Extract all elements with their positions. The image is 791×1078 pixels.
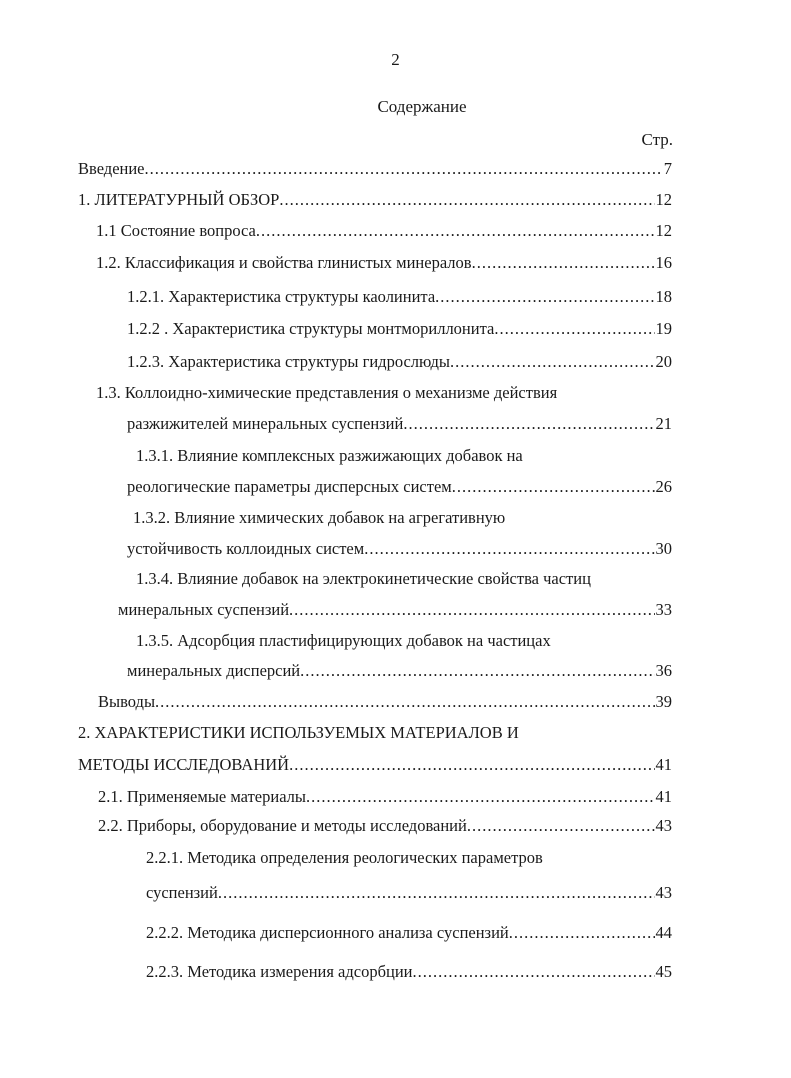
toc-entry-2-2-2[interactable] — [146, 920, 672, 946]
toc-entry-text: МЕТОДЫ ИССЛЕДОВАНИЙ — [78, 755, 290, 774]
toc-entry-2-line1[interactable] — [78, 720, 672, 746]
toc-entry-text: суспензий — [146, 883, 218, 902]
toc-entry-text: 2. ХАРАКТЕРИСТИКИ ИСПОЛЬЗУЕМЫХ МАТЕРИАЛОВ И — [78, 723, 519, 742]
toc-entry-text: 2.2.2. Методика дисперсионного анализа суспензий — [146, 923, 509, 942]
leader-dots — [145, 156, 663, 182]
toc-entry-text: устойчивость коллоидных систем — [127, 539, 365, 558]
toc-entry-page: 45 — [655, 962, 672, 981]
page-column-label: Стр. — [641, 130, 673, 149]
toc-entry-text: 2.1. Применяемые материалы — [98, 787, 306, 806]
toc-entry-text: 2.2.1. Методика определения реологических параметров — [146, 848, 543, 867]
toc-entry-text: 1.3.2. Влияние химических добавок на агрегативную — [133, 508, 506, 527]
leader-dots — [289, 752, 654, 778]
toc-entry-2-1[interactable] — [98, 784, 672, 810]
toc-entry-1-3-2-line1[interactable] — [133, 505, 672, 531]
leader-dots — [509, 920, 655, 946]
leader-dots — [494, 316, 654, 342]
toc-entry-page: 43 — [655, 816, 672, 835]
toc-entry-page: 39 — [655, 692, 672, 711]
toc-entry-1-3-5-line1[interactable] — [136, 628, 672, 654]
leader-dots — [306, 784, 655, 810]
toc-entry-1-2[interactable] — [96, 250, 672, 276]
leader-dots — [218, 880, 655, 906]
leader-dots — [435, 284, 654, 310]
toc-entry-page: 41 — [655, 787, 672, 806]
toc-entry-text: 2.2. Приборы, оборудование и методы исследований — [98, 816, 467, 835]
toc-entry-text: 1.3.5. Адсорбция пластифицирующих добавок на частицах — [136, 631, 551, 650]
toc-entry-1-3-4-line2[interactable] — [118, 597, 672, 623]
toc-entry-page: 19 — [655, 319, 672, 338]
toc-entry-2-line2[interactable] — [78, 752, 672, 778]
page-number: 2 — [391, 50, 400, 69]
leader-dots — [452, 474, 655, 500]
toc-entry-1-2-3[interactable] — [127, 349, 672, 375]
toc-entry-page: 44 — [655, 923, 672, 942]
toc-entry-text: 1.1 Состояние вопроса — [96, 221, 256, 240]
toc-entry-1-2-2[interactable] — [127, 316, 672, 342]
toc-entry-page: 30 — [655, 539, 672, 558]
toc-entry-introduction[interactable] — [78, 156, 672, 182]
leader-dots — [279, 187, 654, 213]
leader-dots — [364, 536, 654, 562]
toc-entry-1-1[interactable] — [96, 218, 672, 244]
toc-entry-page: 26 — [655, 477, 672, 496]
leader-dots — [300, 658, 654, 684]
toc-entry-page: 18 — [655, 287, 672, 306]
toc-entry-text: Введение — [78, 159, 145, 178]
leader-dots — [450, 349, 654, 375]
leader-dots — [155, 689, 654, 715]
toc-entry-page: 41 — [655, 755, 672, 774]
toc-entry-page: 20 — [655, 352, 672, 371]
toc-entry-2-2-1-line1[interactable] — [146, 845, 672, 871]
leader-dots — [289, 597, 654, 623]
toc-entry-text: минеральных суспензий — [118, 600, 290, 619]
toc-entry-1-3-1-line1[interactable] — [136, 443, 672, 469]
toc-entry-text: 1.2.2 . Характеристика структуры монтмориллонита — [127, 319, 495, 338]
toc-entry-1-2-1[interactable] — [127, 284, 672, 310]
toc-entry-page: 43 — [655, 883, 672, 902]
leader-dots — [472, 250, 655, 276]
toc-entry-text: 1.3.4. Влияние добавок на электрокинетические свойства частиц — [136, 569, 591, 588]
toc-entry-text: 1.2. Классификация и свойства глинистых минералов — [96, 253, 472, 272]
toc-entry-page: 7 — [663, 159, 672, 178]
toc-entry-text: реологические параметры дисперсных систем — [127, 477, 452, 496]
toc-entry-text: Выводы — [98, 692, 156, 711]
toc-entry-1-3-line1[interactable] — [96, 380, 672, 406]
toc-entry-1-3-line2[interactable] — [127, 411, 672, 437]
leader-dots — [403, 411, 654, 437]
leader-dots — [256, 218, 655, 244]
toc-entry-text: 1.3. Коллоидно-химические представления о механизме действия — [96, 383, 558, 402]
toc-entry-page: 36 — [655, 661, 672, 680]
toc-entry-text: 1.3.1. Влияние комплексных разжижающих добавок на — [136, 446, 523, 465]
toc-entry-page: 33 — [655, 600, 672, 619]
toc-entry-page: 12 — [655, 221, 672, 240]
toc-entry-text: разжижителей минеральных суспензий — [127, 414, 404, 433]
toc-entry-2-2-1-line2[interactable] — [146, 880, 672, 906]
toc-entry-text: 2.2.3. Методика измерения адсорбции — [146, 962, 413, 981]
leader-dots — [413, 959, 655, 985]
toc-entry-1[interactable] — [78, 187, 672, 213]
toc-entry-1-3-2-line2[interactable] — [127, 536, 672, 562]
toc-entry-page: 12 — [655, 190, 672, 209]
leader-dots — [467, 813, 655, 839]
toc-entry-2-2-3[interactable] — [146, 959, 672, 985]
toc-entry-page: 16 — [655, 253, 672, 272]
toc-entry-text: 1.2.1. Характеристика структуры каолинита — [127, 287, 436, 306]
toc-entry-1-3-1-line2[interactable] — [127, 474, 672, 500]
toc-entry-page: 21 — [655, 414, 672, 433]
toc-entry-1-3-5-line2[interactable] — [127, 658, 672, 684]
toc-title: Содержание — [377, 97, 467, 116]
toc-entry-2-2[interactable] — [98, 813, 672, 839]
toc-entry-conclusions[interactable] — [98, 689, 672, 715]
toc-entry-1-3-4-line1[interactable] — [136, 566, 672, 592]
toc-entry-text: 1. ЛИТЕРАТУРНЫЙ ОБЗОР — [78, 190, 280, 209]
toc-entry-text: 1.2.3. Характеристика структуры гидрослюды — [127, 352, 451, 371]
toc-entry-text: минеральных дисперсий — [127, 661, 301, 680]
